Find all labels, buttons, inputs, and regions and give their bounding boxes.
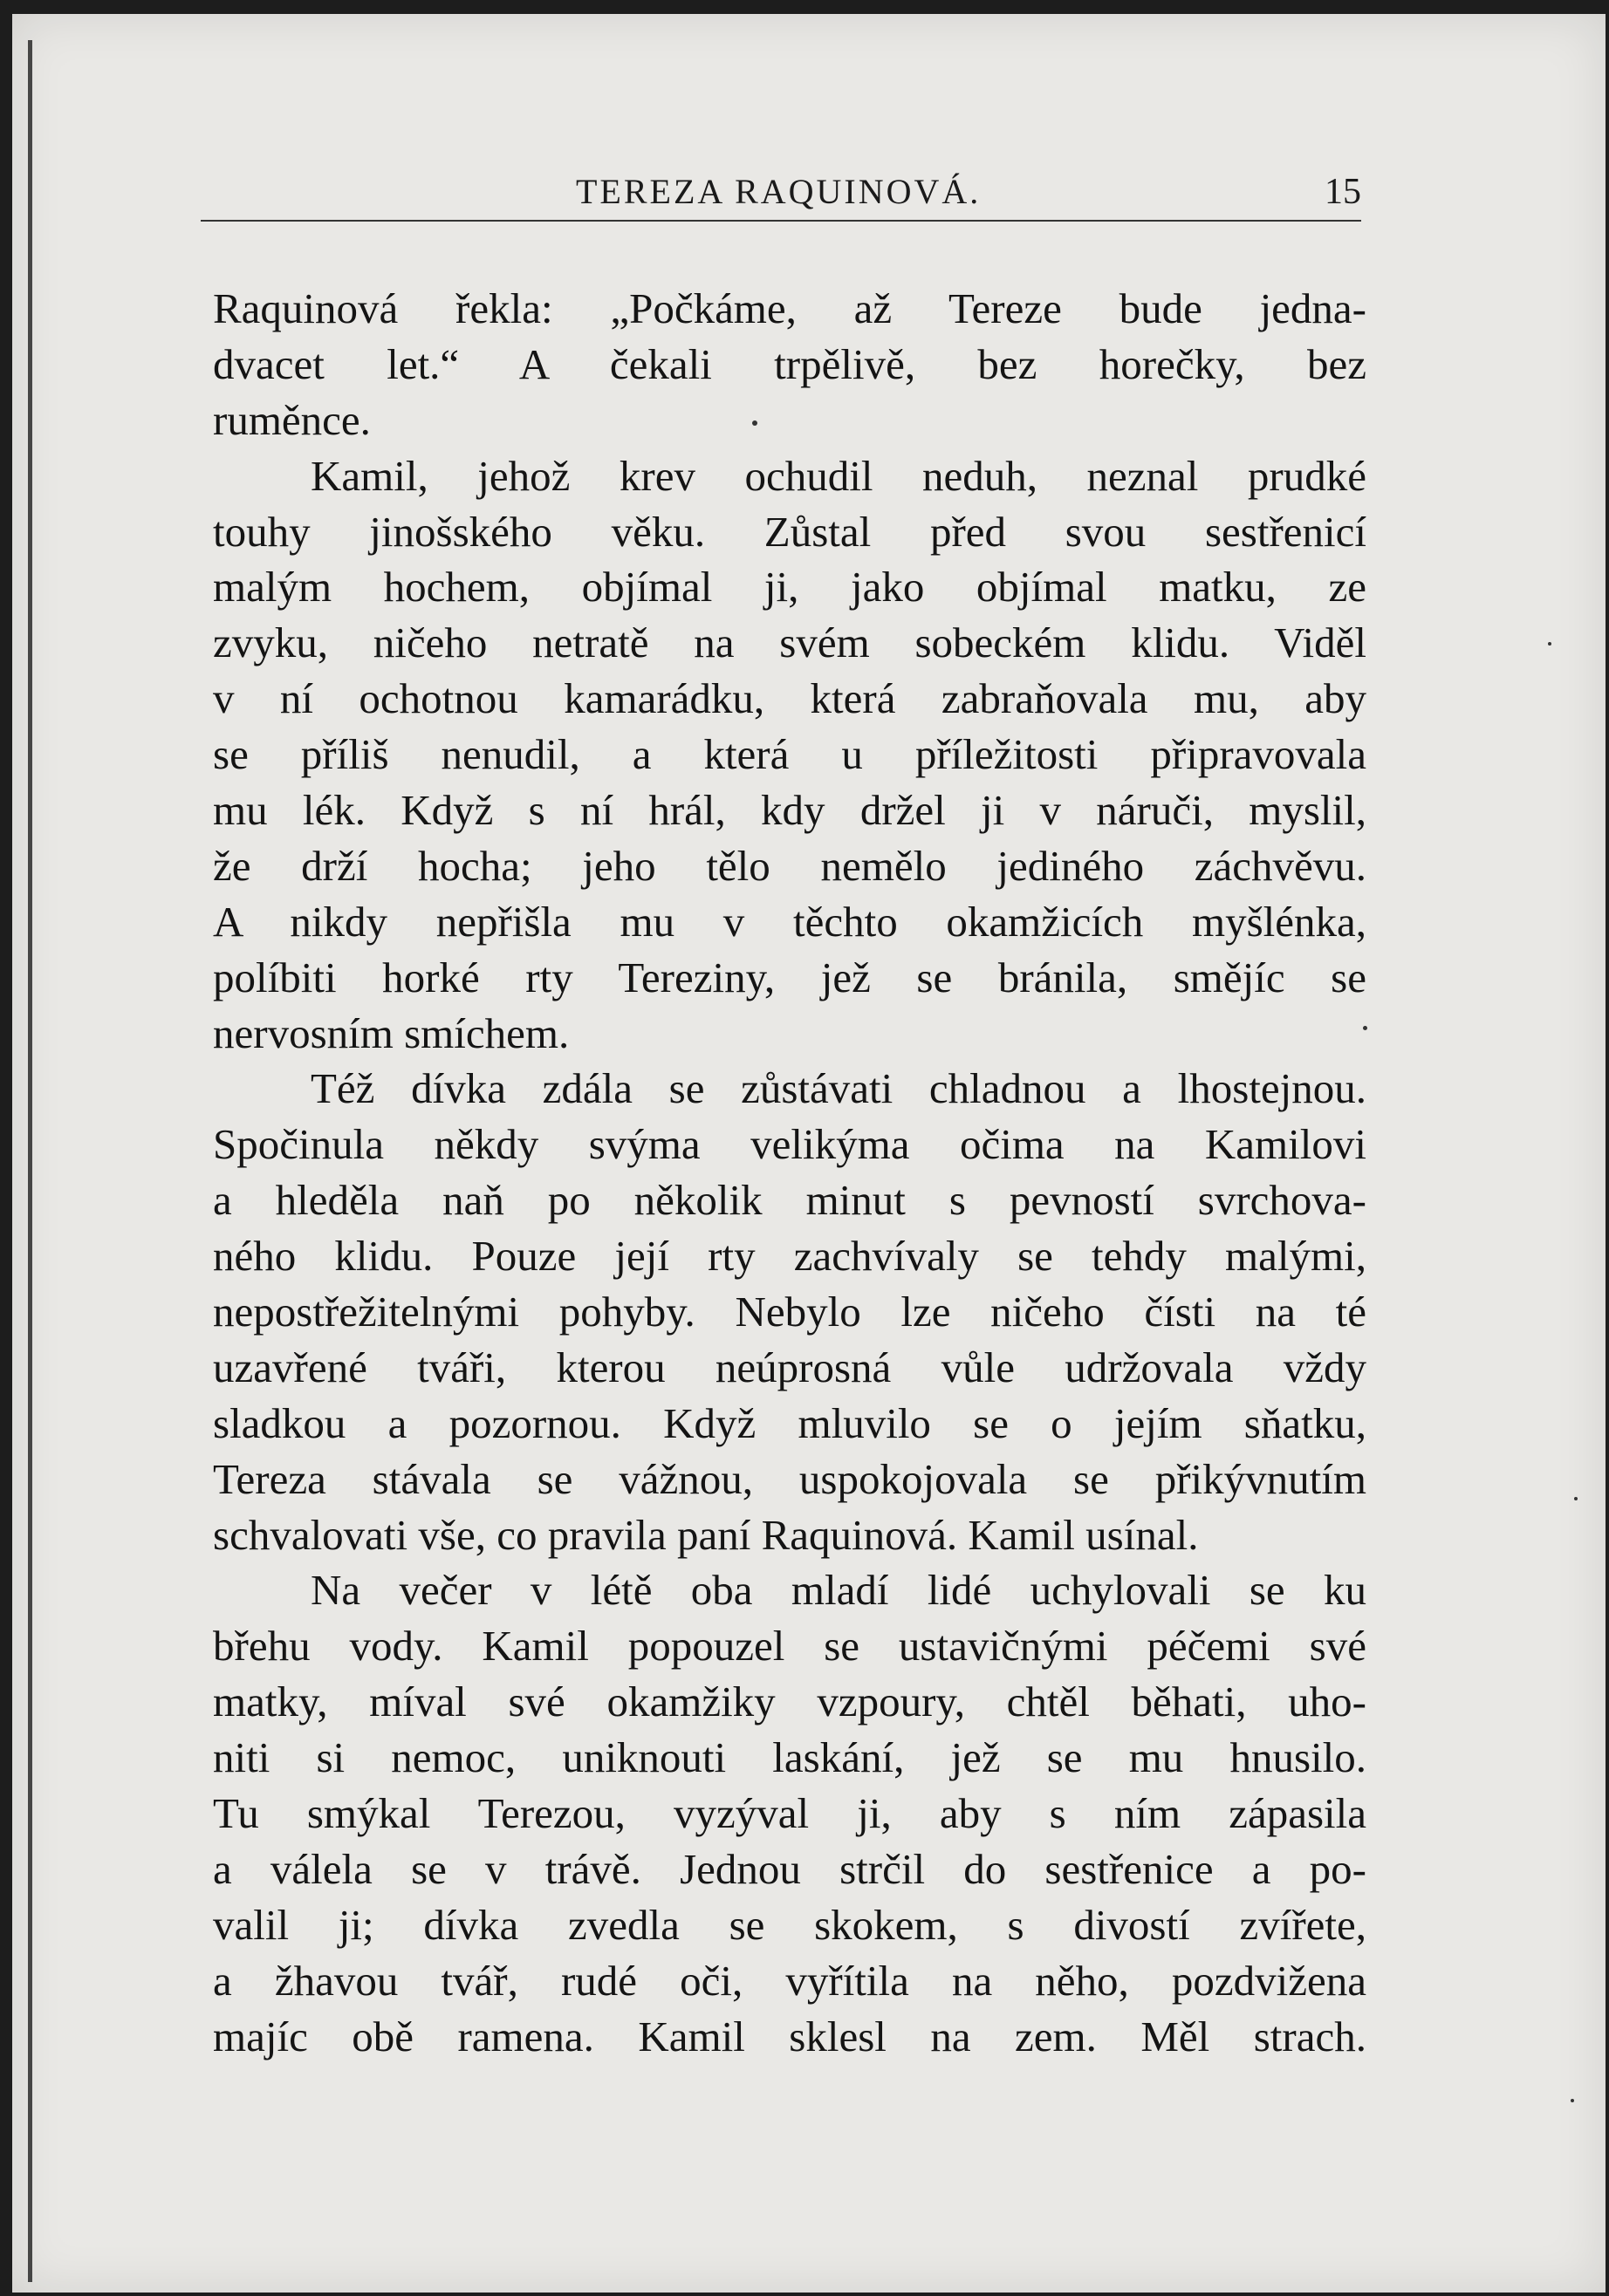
text-line: majíc obě ramena. Kamil sklesl na zem. Měl strach.	[213, 2012, 1366, 2060]
text-line: Tu smýkal Terezou, vyzýval ji, aby s ním zápasila	[213, 1789, 1366, 1838]
text-line: valil ji; dívka zvedla se skokem, s divostí zvířete,	[213, 1900, 1366, 1949]
running-head	[201, 161, 1361, 222]
text-line: v ní ochotnou kamarádku, která zabraňovala mu, aby	[213, 674, 1366, 723]
scan-speck	[1574, 1497, 1578, 1500]
text-line: Kamil, jehož krev ochudil neduh, neznal prudké	[311, 451, 1366, 500]
text-line: Na večer v létě oba mladí lidé uchylovali se ku	[311, 1566, 1366, 1615]
text-line: mu lék. Když s ní hrál, kdy držel ji v náruči, myslil,	[213, 786, 1366, 835]
text-line: Tereza stávala se vážnou, uspokojovala se přikývnutím	[213, 1454, 1366, 1503]
text-line: dvacet let.“ A čekali trpělivě, bez horečky, bez	[213, 339, 1366, 388]
text-line: a hleděla naň po několik minut s pevností svrchova-	[213, 1176, 1366, 1225]
running-title: TEREZA RAQUINOVÁ.	[576, 172, 982, 211]
text-line: břehu vody. Kamil popouzel se ustavičnými péčemi své	[213, 1622, 1366, 1671]
text-line: sladkou a pozornou. Když mluvilo se o jejím sňatku,	[213, 1398, 1366, 1447]
body-text	[213, 281, 1366, 2065]
scan-speck	[752, 420, 757, 426]
text-line: malým hochem, objímal ji, jako objímal matku, ze	[213, 563, 1366, 612]
text-line: A nikdy nepřišla mu v těchto okamžicích myšlénka,	[213, 897, 1366, 946]
text-line: zvyku, ničeho netratě na svém sobeckém klidu. Viděl	[213, 618, 1366, 667]
text-line: schvalovati vše, co pravila paní Raquinová. Kamil usínal.	[213, 1510, 1199, 1559]
scan-speck	[1363, 1026, 1367, 1030]
text-line: ruměnce.	[213, 395, 371, 444]
page-number: 15	[1325, 172, 1361, 212]
scanned-page	[12, 14, 1606, 2293]
text-line: ného klidu. Pouze její rty zachvívaly se tehdy malými,	[213, 1232, 1366, 1281]
text-line: Též dívka zdála se zůstávati chladnou a lhostejnou.	[311, 1064, 1366, 1113]
text-line: se příliš nenudil, a která u příležitosti připravovala	[213, 730, 1366, 779]
text-line: touhy jinošského věku. Zůstal před svou sestřenicí	[213, 507, 1366, 556]
text-line: matky, míval své okamžiky vzpoury, chtěl běhati, uho-	[213, 1678, 1366, 1726]
scan-speck	[1571, 2099, 1574, 2102]
text-line: niti si nemoc, uniknouti laskání, jež se mu hnusilo.	[213, 1733, 1366, 1782]
header-rule	[201, 220, 1361, 222]
binding-edge	[28, 40, 32, 2282]
text-line: Spočinula někdy svýma velikýma očima na Kamilovi	[213, 1120, 1366, 1169]
text-line: nepostřežitelnými pohyby. Nebylo lze ničeho čísti na té	[213, 1288, 1366, 1336]
text-line: nervosním smíchem.	[213, 1008, 570, 1057]
text-line: Raquinová řekla: „Počkáme, až Tereze bude jedna-	[213, 284, 1366, 332]
text-line: a žhavou tvář, rudé oči, vyřítila na něho, pozdvižena	[213, 1956, 1366, 2005]
text-line: a válela se v trávě. Jednou strčil do sestřenice a po-	[213, 1844, 1366, 1893]
scan-speck	[1548, 642, 1551, 646]
text-line: políbiti horké rty Tereziny, jež se bránila, smějíc se	[213, 953, 1366, 1001]
text-line: uzavřené tváři, kterou neúprosná vůle udržovala vždy	[213, 1343, 1366, 1391]
text-line: že drží hocha; jeho tělo nemělo jediného záchvěvu.	[213, 841, 1366, 890]
